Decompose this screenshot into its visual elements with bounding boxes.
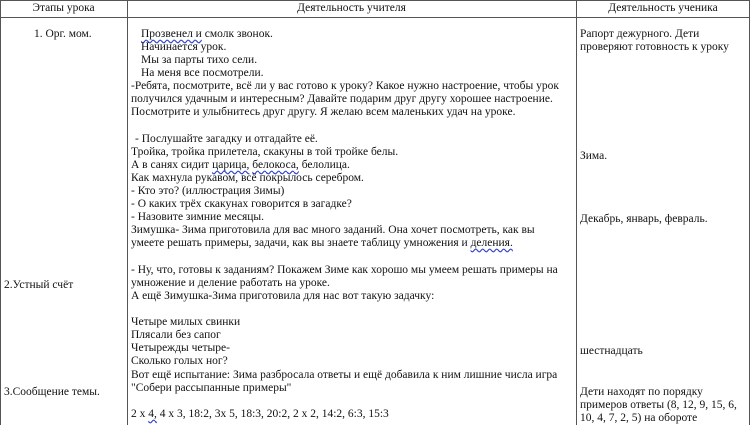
teacher-text-segment: царица, [212,159,250,171]
stage-topic: 3.Сообщение темы. [4,386,100,398]
student-line: Рапорт дежурного. Дети [580,28,700,40]
teacher-text-segment: Начинается урок. [141,41,227,53]
teacher-line [131,146,398,159]
teacher-line [131,290,434,303]
teacher-line [131,277,330,290]
table-border-top [0,0,750,1]
teacher-line [131,211,264,224]
student-line: шестнадцать [580,345,643,357]
header-teacher: Деятельность учителя [297,2,406,14]
table-border-left [0,0,1,425]
teacher-text-segment: белолица. [298,159,350,171]
teacher-line [131,172,364,185]
teacher-text-segment: 2 х [131,408,149,420]
teacher-text-segment: 4, [148,408,157,420]
teacher-line [141,54,257,67]
teacher-line [141,67,264,80]
teacher-text-segment: Мы за парты тихо сели. [141,54,258,66]
teacher-line [131,185,284,198]
teacher-line [131,224,535,237]
teacher-text-segment: Тройка, тройка прилетела, скакуны в той тройке белы. [131,146,399,158]
teacher-text-segment: Прозвенел и [141,28,202,40]
teacher-line [131,93,553,106]
student-line: Дети находят по порядку [580,386,703,398]
teacher-line [131,342,230,355]
teacher-text-segment: Посмотрите и улыбнитесь друг другу. Я желаю всем маленьких удач на уроке. [131,106,516,118]
student-line: примеров ответы (8, 12, 9, 15, 6, [580,399,737,411]
teacher-text-segment: - Кто это? (иллюстрация Зимы) [131,185,285,197]
teacher-line [131,80,559,93]
student-line: 10, 4, 7, 2, 5) на обороте [580,412,698,424]
teacher-text-segment: - Ну, что, готовы к заданиям? Покажем Зиме как хорошо мы умеем решать примеры на [131,264,558,276]
column-divider-1 [127,0,128,425]
teacher-text-segment: получился удачным и интересным? Давайте подарим друг другу хорошее настроение. [131,93,553,105]
teacher-line [131,106,515,119]
teacher-text-segment: Сколько голых ног? [131,355,228,367]
student-line: проверяют готовность к уроку [580,41,729,53]
teacher-text-segment: умеете решать примеры, задачи, как вы знаете таблицу умножения и [131,237,471,249]
teacher-line [141,28,273,41]
teacher-line [131,198,352,211]
teacher-text-segment: Вот ещё испытание: Зима разбросала ответы и ещё добавила к ним лишние числа игра [131,369,558,381]
header-student: Деятельность ученика [608,2,718,14]
teacher-line [135,133,318,146]
student-line: Зима. [580,150,608,162]
teacher-text-segment: Как махнула рукавом, всё покрылось серебром. [131,172,364,184]
teacher-text-segment: белокоса, [252,159,299,171]
teacher-text-segment: Плясали без сапог [131,329,221,341]
teacher-line [131,382,291,395]
teacher-line [131,355,228,368]
teacher-line [131,264,558,277]
teacher-text-segment: Зимушка- Зима приготовила для вас много заданий. Она хочет посмотреть, как вы [131,224,535,236]
teacher-text-segment: - Назовите зимние месяцы. [131,211,265,223]
teacher-line [131,329,221,342]
teacher-line [131,408,389,421]
column-divider-2 [576,0,577,425]
teacher-line [141,41,226,54]
teacher-text-segment: Четырежды четыре- [131,342,230,354]
teacher-text-segment: "Собери рассыпанные примеры" [131,382,292,394]
teacher-text-segment: смолк звонок. [201,28,273,40]
teacher-text-segment: деления. [470,237,513,249]
teacher-line [131,237,513,250]
teacher-text-segment: А ещё Зимушка-Зима приготовила для нас вот такую задачку: [131,290,435,302]
teacher-text-segment: - Послушайте загадку и отгадайте её. [135,133,318,145]
student-line: Декабрь, январь, февраль. [580,213,708,225]
teacher-line [131,316,240,329]
teacher-text-segment: На меня все посмотрели. [141,67,264,79]
teacher-text-segment: 4 х 3, 18:2, 3х 5, 18:3, 20:2, 2 х 2, 14:2, 6:3, 15:3 [156,408,389,420]
teacher-text-segment: А в санях сидит [131,159,213,171]
header-stages: Этапы урока [32,2,95,14]
teacher-text-segment: - О каких трёх скакунах говорится в загадке? [131,198,352,210]
stage-org: 1. Орг. мом. [34,28,92,40]
stage-oral-count: 2.Устный счёт [4,279,74,291]
teacher-line [131,159,350,172]
header-row-divider [0,17,750,18]
teacher-text-segment: умножение и деление работать на уроке. [131,277,330,289]
teacher-line [131,369,557,382]
teacher-text-segment: -Ребята, посмотрите, всё ли у вас готово к уроку? Какое нужно настроение, чтобы урок [131,80,559,92]
teacher-text-segment: Четыре милых свинки [131,316,241,328]
